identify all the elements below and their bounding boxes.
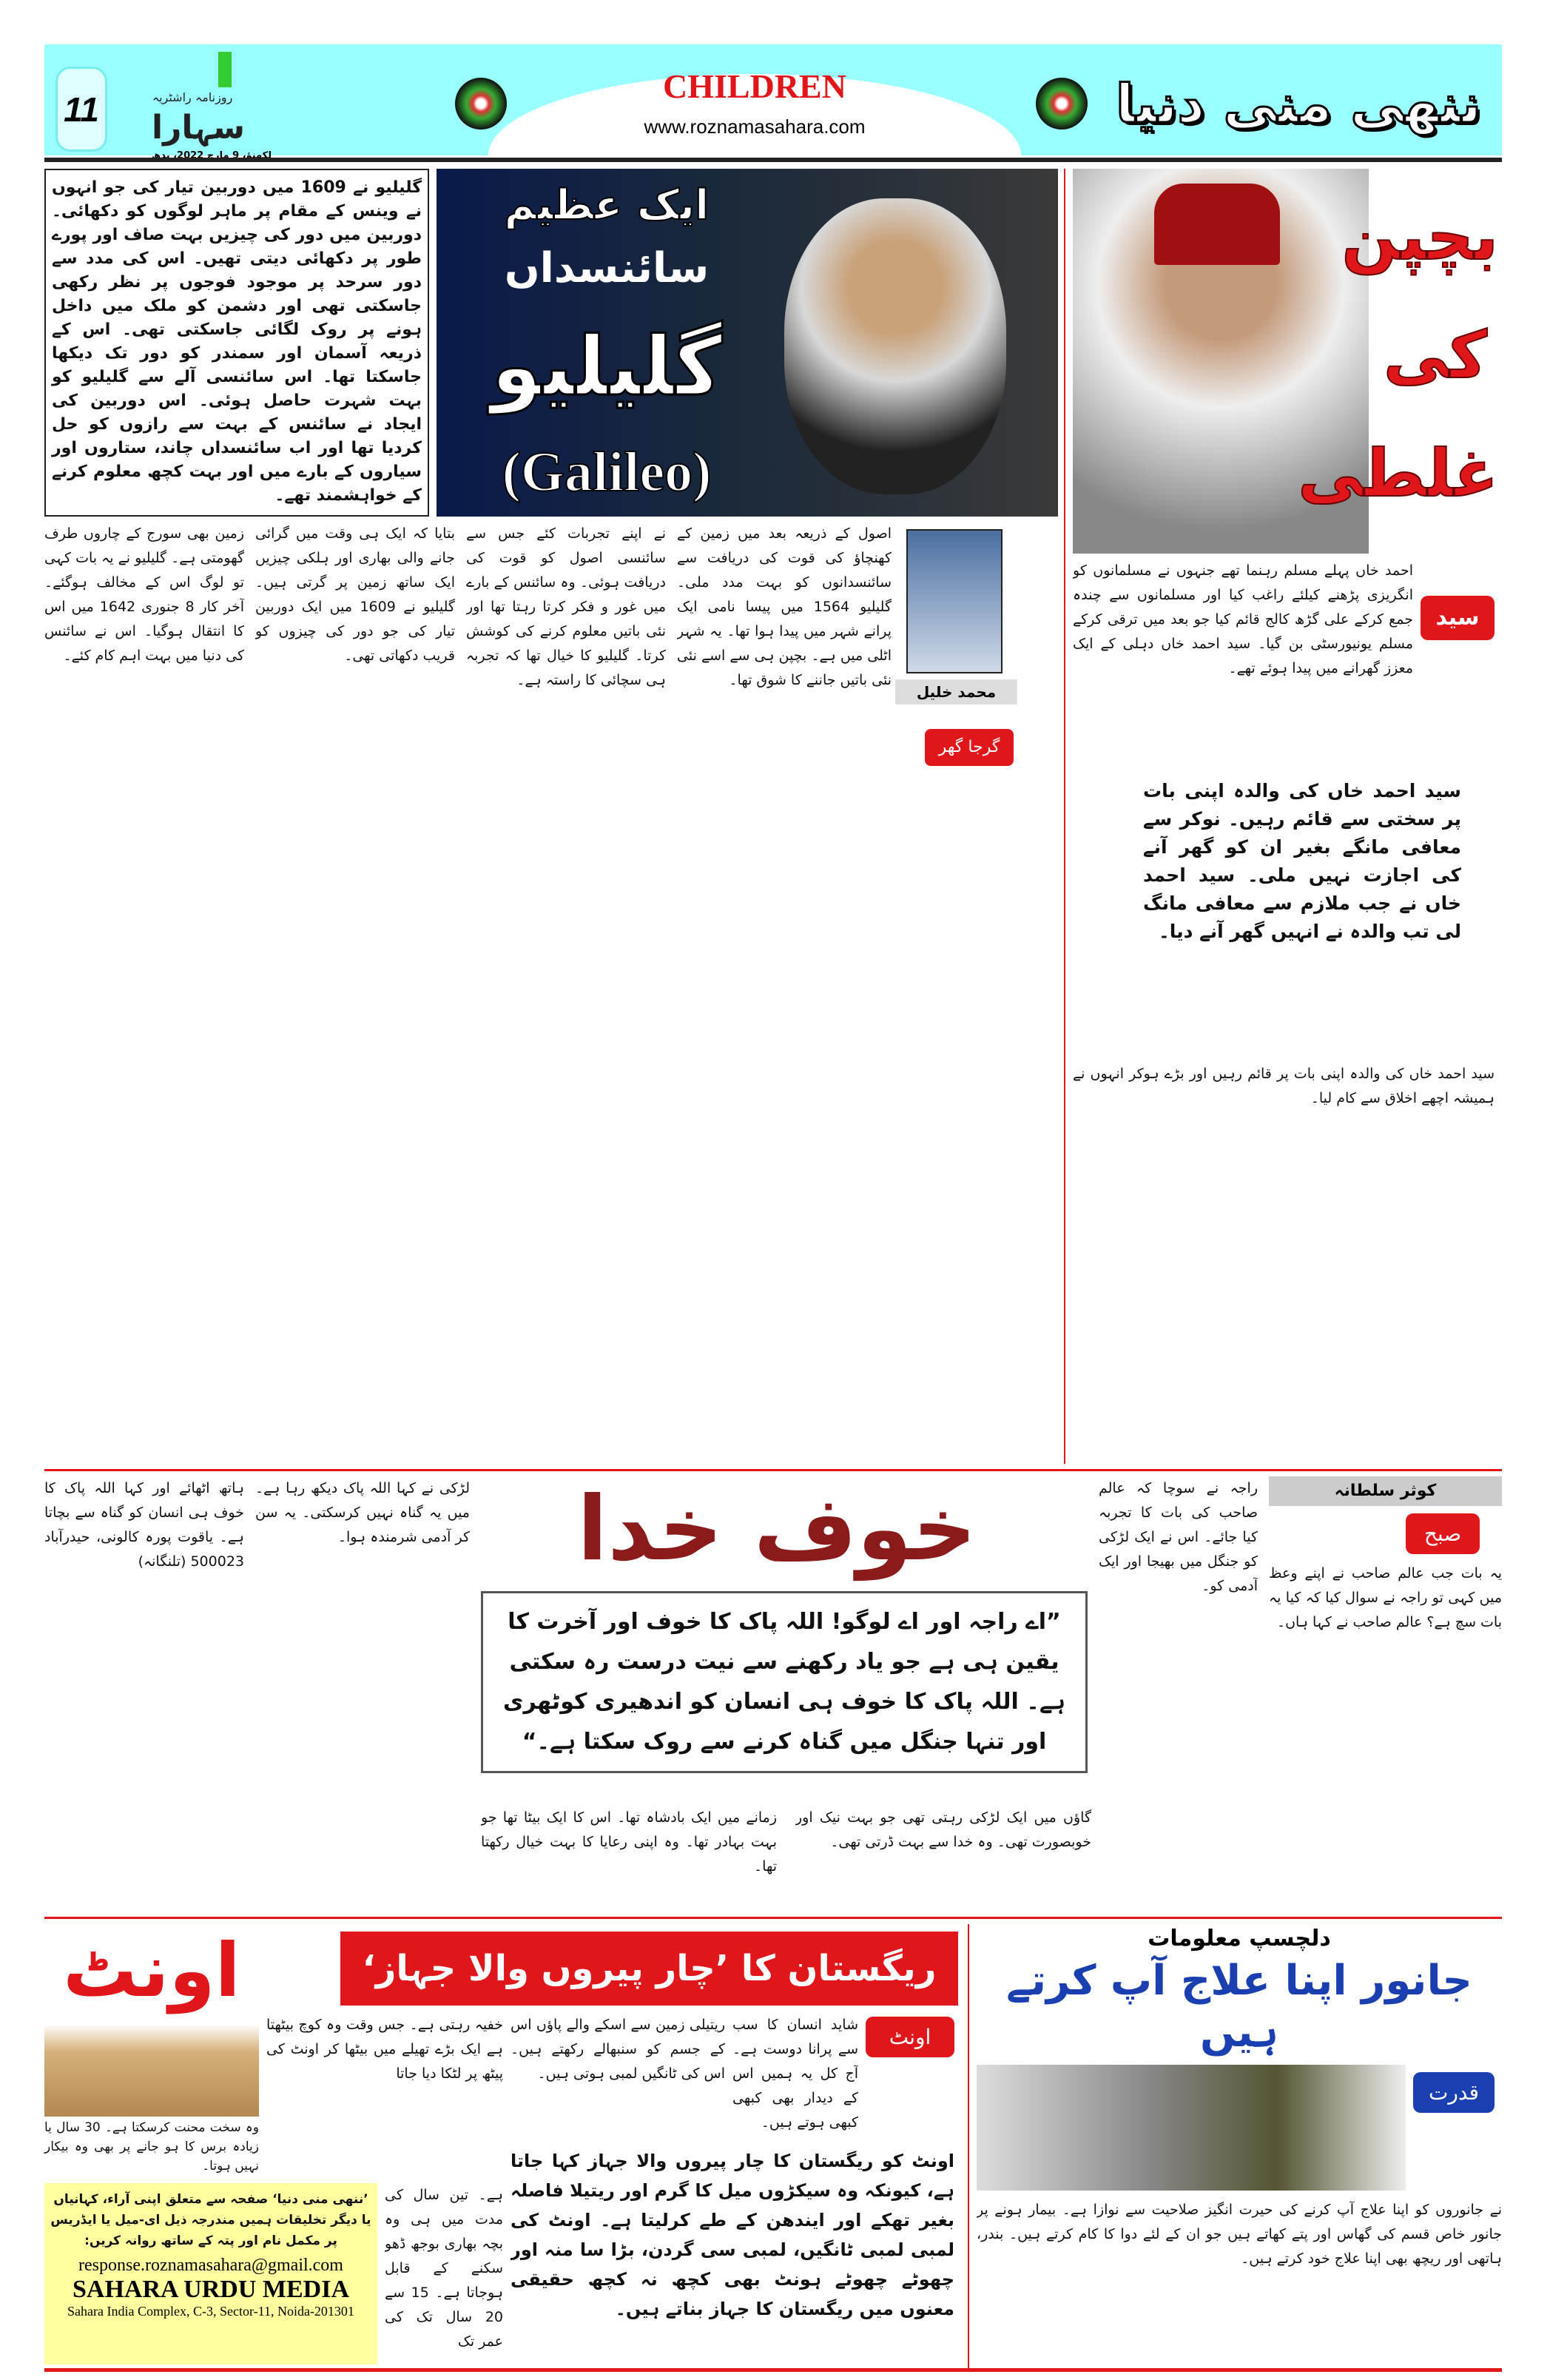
galileo-column-1: اصول کے ذریعہ بعد میں زمین کے کھنچاؤ کی قوت کی دریافت سے سائنسدانوں کو بہت مدد ملی۔ گلیلیو 1564 میں پیسا نامی ایک پرانے شہر میں پیدا ہوا تھا۔ یہ شہر اٹلی میں ہے۔ بچپن ہی سے اسے نئی نئی باتیں جاننے کا شوق تھا۔	[677, 525, 892, 688]
column-divider	[1064, 169, 1065, 1464]
contact-email[interactable]: response.roznamasahara@gmail.com	[78, 2256, 343, 2275]
bachpan-footer: سید احمد خاں کی والدہ اپنی بات پر قائم رہیں اور بڑے ہوکر انہوں نے ہمیشہ اچھے اخلاق سے کام لیا۔	[1073, 1066, 1495, 1106]
footer-rule	[44, 2368, 1502, 2372]
galileo-column-2: نے اپنے تجربات کئے جس سے سائنسی اصول کو قوت کی دریافت ہوئی۔ وہ سائنس کے بارے میں غور و فکر کرتا رہتا تھا اور نئی باتیں معلوم کرنے کی کوشش کرتا۔ گلیلیو کا خیال تھا کہ تجربہ ہی سچائی کا راستہ ہے۔	[466, 525, 666, 688]
khauf-column-1: یہ بات جب عالم صاحب نے اپنے وعظ میں کہی تو راجہ نے سوال کیا کہ کیا یہ بات سچ ہے؟ عالم صاحب نے کہا ہاں۔	[1269, 1565, 1502, 1630]
byline-tag: گرجا گھر	[925, 729, 1014, 766]
oont-title: اونٹ	[63, 1927, 240, 2014]
khauf-column-2: راجہ نے سوچا کہ عالم صاحب کی بات کا تجربہ کیا جائے۔ اس نے ایک لڑکی کو جنگل میں بھیجا اور ایک آدمی کو۔	[1099, 1480, 1258, 1594]
janwar-body: نے جانوروں کو اپنا علاج آپ کرنے کی حیرت انگیز صلاحیت سے نوازا ہے۔ بیمار ہونے پر جانور خاص قسم کی گھاس اور پتے کھاتے ہیں جو ان کے لئے دوا کا کام کرتے ہیں۔ بندر، ہاتھی اور ریچھ بھی اپنا علاج خود کرتے ہیں۔	[977, 2202, 1502, 2267]
galileo-column-4: زمین بھی سورج کے چاروں طرف گھومتی ہے۔ گلیلیو نے یہ بات کہی تو لوگ اس کے مخالف ہوگئے۔ آخر کار 8 جنوری 1642 میں اس کا انتقال ہوگیا۔ اس نے سائنس کی دنیا میں بہت اہم کام کئے۔	[44, 525, 244, 664]
khauf-title: خوف خدا	[577, 1478, 977, 1581]
author-name: محمد خلیل	[895, 679, 1017, 705]
galileo-title-line1: ایک عظیم	[504, 181, 710, 229]
contact-box	[44, 2183, 377, 2364]
galileo-intro: گلیلیو نے 1609 میں دوربین تیار کی جو انہوں نے وینس کے مقام پر ماہر لوگوں کو دکھائی۔ دوربین میں دور کی چیزیں بہت صاف اور پورے طور پر دکھائی دیتی تھیں۔ اس کی مدد سے دور سرحد پر موجود فوجوں پر نظر رکھی جاسکتی تھی اور دشمن کو ملک میں داخل ہونے پر روک لگائی جاسکتی تھی۔ اس کے ذریعہ آسمان اور سمندر کو دور تک دیکھا جاسکتا تھا۔ اس سائنسی آلے سے گلیلیو کو بہت شہرت حاصل ہوئی۔ اس دوربین کی ایجاد نے سائنس کے بہت سے رازوں کو حل کردیا تھا اور اب سائنسداں چاند، ستاروں اور سیاروں کے بارے میں اور بہت کچھ معلوم کرنے کے خواہشمند تھے۔	[44, 169, 429, 517]
author-photo	[906, 529, 1003, 673]
page-number: 11	[55, 67, 107, 152]
header-rule	[44, 158, 1502, 162]
janwar-title: جانور اپنا علاج آپ کرتے ہیں	[1006, 1957, 1472, 2057]
janwar-tag: قدرت	[1413, 2072, 1495, 2113]
contact-org: SAHARA URDU MEDIA	[72, 2276, 350, 2303]
khauf-pull-quote: ”اے راجہ اور اے لوگو! اللہ پاک کا خوف اور آخرت کا یقین ہی ہے جو یاد رکھنے سے نیت درست رہ سکتی ہے۔ اللہ پاک کا خوف ہی انسان کو اندھیری کوٹھری اور تنہا جنگل میں گناہ کرنے سے روک سکتا ہے۔“	[481, 1591, 1088, 1773]
section-rule	[44, 1469, 1502, 1471]
bachpan-quote: سید احمد خاں کی والدہ اپنی بات پر سختی سے قائم رہیں۔ نوکر سے معافی مانگے بغیر ان کو گھر آنے کی اجازت نہیں ملی۔ سید احمد خاں نے جب ملازم سے معافی مانگ لی تب والدہ نے انہیں گھر آنے دیا۔	[1143, 780, 1461, 942]
khauf-column-4: زمانے میں ایک بادشاہ تھا۔ اس کا ایک بیٹا تھا جو بہت بہادر تھا۔ وہ اپنی رعایا کا بہت خیال رکھتا تھا۔	[481, 1809, 777, 1875]
oont-headline: ریگستان کا ’چار پیروں والا جہاز‘	[340, 1932, 958, 2006]
khauf-author: کوثر سلطانہ	[1269, 1476, 1502, 1506]
galileo-title-name: گلیلیو	[491, 319, 723, 414]
khauf-tag: صبح	[1406, 1513, 1480, 1554]
column-divider	[968, 1924, 969, 2368]
bachpan-title: بچپن کی غلطی	[1298, 198, 1498, 511]
oont-lead: اونٹ کو ریگستان کا چار پیروں والا جہاز کہا جاتا ہے، کیونکہ وہ سیکڑوں میل کا گرم اور ریتیلا فاصلہ بغیر تھکے اور ایندھن کے طے کرلیتا ہے۔ اونٹ کی لمبی لمبی ٹانگیں، لمبی سی گردن، بڑا سا منہ اور چھوٹے چھوٹے ہونٹ بھی کچھ نہ کچھ حقیقی معنوں میں ریگستان کا جہاز بناتے ہیں۔	[511, 2151, 954, 2319]
logo-anniversary-mark	[218, 52, 232, 87]
oont-column-1: شاید انسان کا سب سے پرانا دوست ہے۔ آج کل یہ ہمیں اس کے دیدار بھی کبھی کبھی ہوتے ہیں۔	[732, 2017, 858, 2131]
oont-column-4: ہے۔ تین سال کی مدت میں ہی وہ بچہ بھاری بوجھ ڈھو سکنے کے قابل ہوجاتا ہے۔ 15 سے 20 سال تک کی عمر تک	[385, 2187, 503, 2350]
galileo-portrait	[437, 169, 1058, 517]
contact-address: Sahara India Complex, C-3, Sector-11, Noida-201301	[67, 2304, 354, 2319]
section-title-ur: ننھی منی دنیا	[1115, 73, 1482, 135]
galileo-title-en: (Galileo)	[502, 441, 712, 503]
janwar-kicker: دلچسپ معلومات	[1148, 1926, 1331, 1952]
bachpan-lead: احمد خاں پہلے مسلم رہنما تھے جنہوں نے مسلمانوں کو انگریزی پڑھنے کیلئے راغب کیا اور مسلمانوں سے چندہ جمع کرکے علی گڑھ کالج قائم کیا جو بعد میں ترقی کرکے مسلم یونیورسٹی بن گیا۔ سید احمد خاں دہلی کے ایک معزز گھرانے میں پیدا ہوئے تھے۔	[1073, 562, 1413, 676]
khauf-column-6: ہاتھ اٹھائے اور کہا اللہ پاک کا خوف ہی انسان کو گناہ سے بچاتا ہے۔ یاقوت پورہ کالونی، حیدرآباد 500023 (تلنگانہ)	[44, 1480, 244, 1570]
oont-column-3: خفیہ رہتی ہے۔ جس وقت وہ کوچ بیٹھتا ہے ایک بڑے تھیلے میں بیٹھا کر اونٹ کی پیٹھ پر لٹکا دیا جاتا	[266, 2017, 503, 2082]
khauf-column-5: لڑکی نے کہا اللہ پاک دیکھ رہا ہے۔ میں یہ گناہ نہیں کرسکتی۔ یہ سن کر آدمی شرمندہ ہوا۔	[255, 1480, 470, 1545]
galileo-column-3: بتایا کہ ایک ہی وقت میں گرائی جانے والی بھاری اور ہلکی چیزیں ایک ساتھ زمین پر گرتی ہیں۔ گلیلیو نے 1609 میں ایک دوربین تیار کی جو دور کی چیزوں کو قریب دکھاتی تھی۔	[255, 525, 455, 664]
bachpan-tag: سید	[1421, 596, 1495, 640]
galileo-figure	[784, 198, 1006, 494]
contact-note: ’ننھی منی دنیا‘ صفحہ سے متعلق اپنی آراء، کہانیاں یا دیگر تخلیقات ہمیں مندرجہ ذیل ای-میل یا ایڈریس پر مکمل نام اور پتہ کے ساتھ روانہ کریں:	[50, 2192, 371, 2248]
fez-cap	[1154, 184, 1280, 265]
camel-caption: وہ سخت محنت کرسکتا ہے۔ 30 سال یا زیادہ برس کا ہو جانے پر بھی وہ بیکار نہیں ہوتا۔	[44, 2120, 259, 2174]
oont-tag: اونٹ	[866, 2017, 954, 2057]
oont-column-2: ریتیلی زمین سے اسکے والے پاؤں اس کے جسم کو سنبھالے رکھتے ہیں۔ اس کی ٹانگیں لمبی ہوتی ہیں۔	[511, 2017, 725, 2082]
date-line: لکھنؤ، 9 مارچ 2022، بدھ	[152, 150, 272, 161]
galileo-title-line2: سائنسداں	[504, 244, 710, 292]
khauf-column-3: گاؤں میں ایک لڑکی رہتی تھی جو بہت نیک اور خوبصورت تھی۔ وہ خدا سے بہت ڈرتی تھی۔	[795, 1809, 1091, 1850]
website-link[interactable]: www.roznamasahara.com	[644, 115, 866, 138]
paper-logo: سہارا	[152, 109, 245, 147]
section-title-en: CHILDREN	[663, 67, 846, 105]
sun-ornament-icon	[1036, 78, 1088, 130]
camel-photo	[44, 2024, 259, 2117]
animals-photo	[977, 2065, 1406, 2191]
paper-tagline: روزنامہ راشٹریہ	[152, 90, 233, 104]
section-rule	[44, 1917, 1502, 1919]
